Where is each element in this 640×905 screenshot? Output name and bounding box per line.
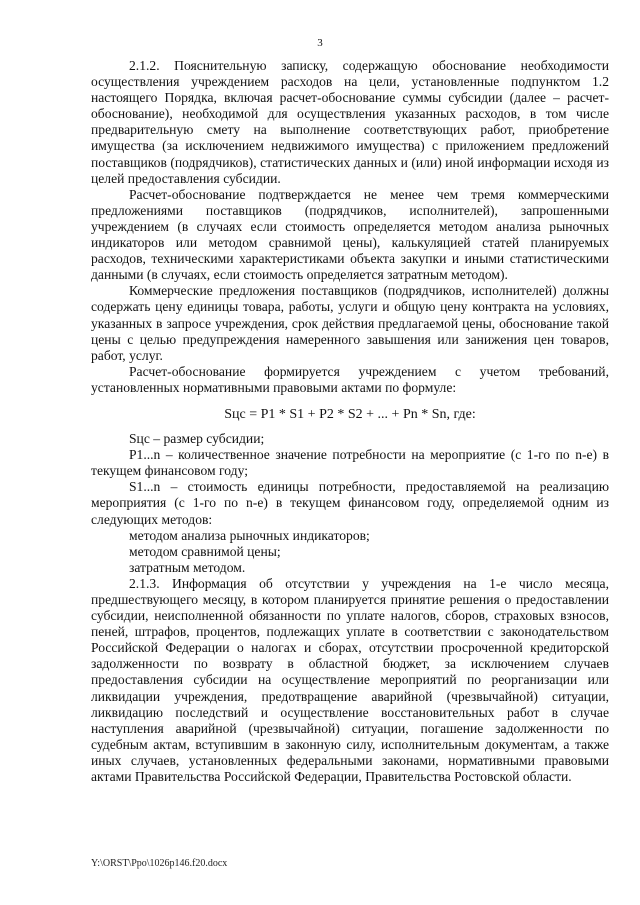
subsidy-formula: Sцс = P1 * S1 + P2 * S2 + ... + Pn * Sn, где: <box>224 406 476 422</box>
paragraph-2-1-3: 2.1.3. Информация об отсутствии у учреждения на 1-е число месяца, предшествующего месяцу, в котором планируется принятие решения о предоставлении субсидии, неисполненной обязанности по уплате налогов, сборов, страховых взносов, пеней, штрафов, процентов, подлежащих уплате в соответствии с законодательством Российской Федерации о налогах и сборах, отсутствии просроченной кредиторской задолженности по возврату в областной бюджет, за исключением случаев предоставления субсидии на осуществление мероприятий по реорганизации или ликвидации учреждения, предотвращение аварийной (чрезвычайной) ситуации, ликвидацию последствий и осуществление восстановительных работ в случае наступления аварийной (чрезвычайной) ситуации, погашение задолженности по судебным актам, вступившим в законную силу, исполнительным документам, а также иных случаев, установленных федеральными законами, нормативными правовыми актами Правительства Российской Федерации, Правительства Ростовской области. <box>91 575 609 785</box>
definition-unit-cost: S1...n – стоимость единицы потребности, предоставляемой на реализацию мероприятия (с 1-го по n-е) в текущем финансовом году, определяемой одним из следующих методов: <box>91 479 609 527</box>
method-market-indicators: методом анализа рыночных индикаторов; <box>129 527 370 543</box>
paragraph-2-1-2: 2.1.2. Пояснительную записку, содержащую обоснование необходимости осуществления учреждением расходов на цели, установленные подпунктом 1.2 настоящего Порядка, включая расчет-обоснование суммы субсидии (далее – расчет-обоснование), необходимой для осуществления указанных расходов, в том числе предварительную смету на выполнение соответствующих работ, приобретение имущества (за исключением недвижимого имущества) с приложением предложений поставщиков (подрядчиков), статистических данных и (или) иной информации исходя из целей предоставления субсидии. <box>91 58 609 186</box>
paragraph-formula-intro: Расчет-обоснование формируется учреждением с учетом требований, установленных нормативными правовыми актами по формуле: <box>91 363 609 395</box>
definition-need-quantity: P1...n – количественное значение потребности на мероприятие (с 1-го по n-е) в текущем финансовом году; <box>91 447 609 479</box>
page-number: 3 <box>317 37 323 49</box>
method-comparable-price: методом сравнимой цены; <box>129 543 281 559</box>
paragraph-justification: Расчет-обоснование подтверждается не менее чем тремя коммерческими предложениями поставщиков (подрядчиков, исполнителей), запрошенными учреждением (в случаях если стоимость определяется методом анализа рыночных индикаторов или методом сравнимой цены), калькуляцией статей планируемых расходов, техническими характеристиками объекта закупки и иными статистическими данными (в случаях, если стоимость определяется затратным методом). <box>91 186 609 283</box>
document-body <box>91 58 609 785</box>
definition-subsidy-size: Sцс – размер субсидии; <box>129 431 265 447</box>
paragraph-commercial-offers: Коммерческие предложения поставщиков (подрядчиков, исполнителей) должны содержать цену единицы товара, работы, услуги и общую цену контракта на условиях, указанных в запросе учреждения, срок действия предлагаемой цены, обоснование такой цены с целью предупреждения намеренного завышения или занижения цен товаров, работ, услуг. <box>91 283 609 363</box>
footer-file-path: Y:\ORST\Ppo\1026p146.f20.docx <box>91 858 228 869</box>
method-cost-based: затратным методом. <box>129 559 246 575</box>
